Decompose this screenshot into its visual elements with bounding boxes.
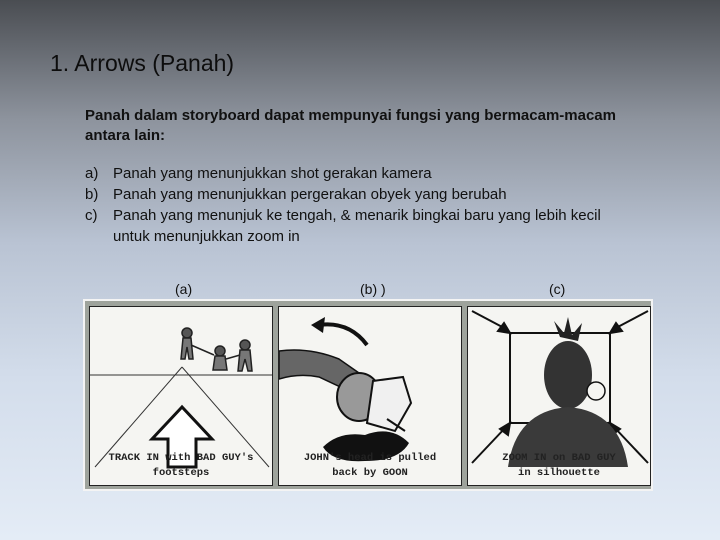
intro-line-1: Panah dalam storyboard dapat mempunyai fungsi yang bermacam-macam (85, 107, 616, 124)
panel-a-line-2: footsteps (152, 467, 210, 479)
list-text-line-2: untuk menunjukkan zoom in (113, 228, 300, 245)
list-item (85, 184, 685, 205)
panel-b-line-2: back by GOON (332, 467, 408, 479)
storyboard-panel-c (467, 306, 651, 486)
list-text: Panah yang menunjukkan pergerakan obyek yang berubah (113, 186, 507, 203)
panel-a-line-1: TRACK IN with BAD GUY's (108, 452, 254, 464)
list-text: Panah yang menunjukkan shot gerakan kamera (113, 165, 432, 182)
intro-text (85, 106, 685, 146)
panel-a-text (90, 451, 272, 481)
storyboard-panel-a (89, 306, 273, 486)
storyboard-panel-b (278, 306, 462, 486)
slide-body (85, 106, 685, 247)
list-marker: c) (85, 207, 98, 224)
list-item (85, 205, 685, 247)
panel-c-line-2: in silhouette (518, 467, 600, 479)
caption-b: (b) ) (360, 281, 386, 297)
intro-line-2: antara lain: (85, 127, 166, 144)
panel-c-line-1: ZOOM IN on BAD GUY (502, 452, 616, 464)
list-text (113, 205, 685, 247)
panel-b-text (279, 451, 461, 481)
caption-a: (a) (175, 281, 193, 297)
list-marker: a) (85, 165, 99, 182)
caption-c: (c) (549, 281, 566, 297)
function-list (85, 163, 685, 247)
storyboard-strip (83, 299, 653, 491)
list-item (85, 163, 685, 184)
slide-title: 1. Arrows (Panah) (50, 50, 235, 76)
list-marker: b) (85, 186, 99, 203)
panel-c-text (468, 451, 650, 481)
list-text-line-1: Panah yang menunjuk ke tengah, & menarik bingkai baru yang lebih kecil (113, 207, 601, 224)
panel-b-line-1: JOHN's head is pulled (303, 452, 437, 464)
